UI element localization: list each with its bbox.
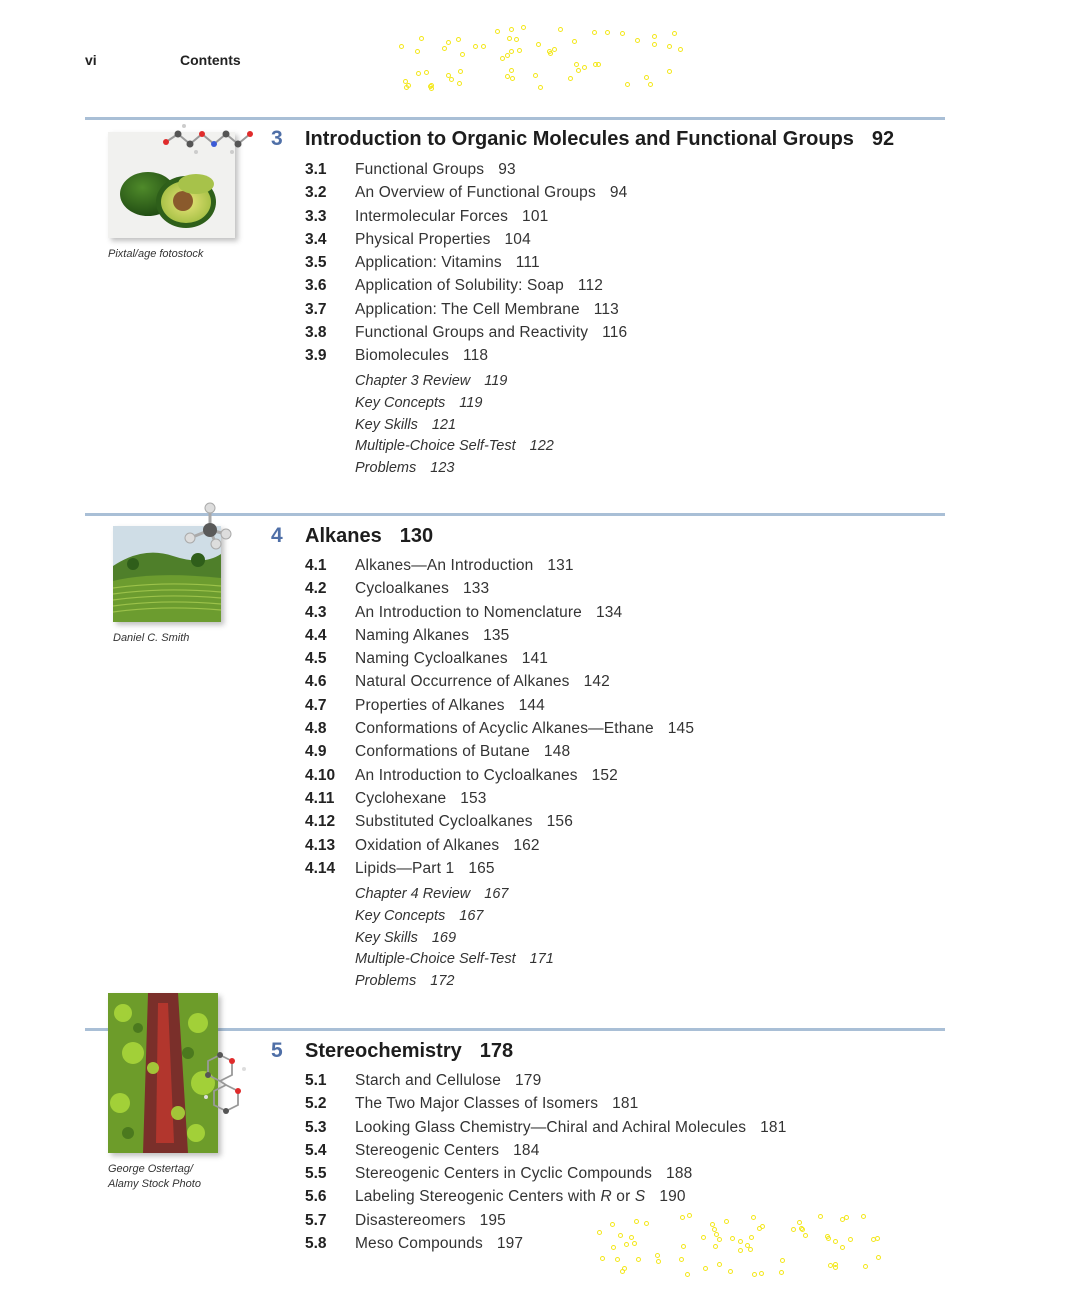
- review-title: Key Skills: [355, 929, 418, 946]
- section-number: 5.6: [305, 1188, 327, 1206]
- section-title-italic: S: [634, 1188, 646, 1206]
- section-page: 188: [666, 1165, 693, 1183]
- dot: [844, 1215, 849, 1220]
- molecule-model-icon: [160, 120, 260, 160]
- section-page: 104: [504, 230, 531, 248]
- section-title: [355, 790, 487, 808]
- section-title-text: Cycloalkanes: [355, 580, 449, 598]
- dot: [618, 1233, 623, 1238]
- dot: [681, 1244, 686, 1249]
- section-page: 116: [602, 324, 628, 342]
- section-title-text: Functional Groups and Reactivity: [355, 324, 589, 342]
- review-entry[interactable]: [355, 438, 554, 460]
- dot: [473, 44, 478, 49]
- chapter-number: 4: [271, 524, 283, 547]
- dot: [712, 1227, 717, 1232]
- dot: [701, 1235, 706, 1240]
- section-title: [355, 324, 627, 342]
- dot: [833, 1265, 838, 1270]
- section-title-text: Functional Groups: [355, 161, 485, 178]
- section-page: 181: [612, 1095, 639, 1113]
- section-title: [355, 580, 489, 598]
- dot: [510, 76, 515, 81]
- section-title: [355, 254, 540, 272]
- dot: [748, 1247, 753, 1252]
- dot: [592, 30, 597, 35]
- dot: [558, 27, 563, 32]
- section-title: [355, 1212, 506, 1230]
- review-title: Problems: [355, 460, 417, 477]
- review-page: 119: [459, 394, 483, 411]
- dot: [738, 1248, 743, 1253]
- section-page: 165: [468, 859, 495, 877]
- dot: [780, 1258, 785, 1263]
- review-entry[interactable]: [355, 886, 554, 908]
- section-page: 94: [609, 184, 628, 202]
- section-number: 4.12: [305, 813, 336, 831]
- section-number: 4.10: [305, 766, 336, 784]
- dot: [416, 71, 421, 76]
- dot: [752, 1272, 757, 1277]
- review-entry[interactable]: [355, 460, 554, 482]
- dot: [685, 1272, 690, 1277]
- dot: [399, 44, 404, 49]
- section-number: 4.8: [305, 720, 327, 738]
- section-page: 141: [521, 650, 549, 668]
- review-page: 119: [484, 373, 508, 389]
- section-title-text: Stereogenic Centers in Cyclic Compounds: [355, 1165, 653, 1183]
- section-number: 4.4: [305, 626, 327, 644]
- section-title: [355, 184, 627, 202]
- section-title: [355, 1142, 539, 1160]
- chapter-title[interactable]: [305, 525, 433, 548]
- dot: [644, 1221, 649, 1226]
- section-number: 3.3: [305, 207, 327, 225]
- chapter-page: 130: [399, 525, 434, 547]
- review-title: Multiple-Choice Self-Test: [355, 438, 516, 455]
- dot: [876, 1255, 881, 1260]
- section-number: 4.2: [305, 580, 327, 598]
- section-title: [355, 347, 488, 365]
- review-title: Chapter 4 Review: [355, 886, 471, 902]
- review-page: 169: [431, 929, 457, 946]
- review-title: Key Skills: [355, 416, 418, 433]
- section-title: [355, 277, 603, 295]
- section-page: 190: [659, 1188, 686, 1206]
- section-number: 5.1: [305, 1072, 327, 1089]
- section-title-text: The Two Major Classes of Isomers: [355, 1095, 599, 1113]
- section-number: 3.2: [305, 184, 327, 202]
- dot: [667, 44, 672, 49]
- dot: [456, 37, 461, 42]
- section-title: [355, 720, 694, 738]
- dot: [875, 1236, 880, 1241]
- dot: [730, 1236, 735, 1241]
- section-title-text: Meso Compounds: [355, 1235, 483, 1253]
- dot: [648, 82, 653, 87]
- dot: [446, 40, 451, 45]
- dot: [703, 1266, 708, 1271]
- section-number: 4.1: [305, 557, 327, 574]
- section-page: 153: [460, 789, 487, 807]
- dot: [629, 1235, 634, 1240]
- section-page: 162: [513, 836, 540, 854]
- section-number: 4.14: [305, 859, 336, 877]
- dot: [632, 1241, 637, 1246]
- section-title: [355, 557, 574, 575]
- section-title-text: Disastereomers: [355, 1211, 466, 1229]
- dot: [863, 1264, 868, 1269]
- dot: [672, 31, 677, 36]
- chapter-title-text: Introduction to Organic Molecules and Functional Groups: [305, 128, 854, 150]
- dot: [517, 48, 522, 53]
- section-number: 5.3: [305, 1118, 327, 1136]
- dot: [759, 1271, 764, 1276]
- section-title-text: Naming Alkanes: [355, 626, 470, 644]
- section-title-text: Oxidation of Alkanes: [355, 836, 500, 854]
- photo-credit: [108, 1162, 201, 1192]
- section-page: 101: [522, 207, 549, 225]
- section-page: 144: [518, 696, 545, 714]
- dot: [582, 65, 587, 70]
- section-title-text: Substituted Cycloalkanes: [355, 813, 533, 831]
- dot: [538, 85, 543, 90]
- dot: [620, 31, 625, 36]
- review-page: 122: [529, 438, 554, 455]
- dot: [424, 70, 429, 75]
- section-number: 5.2: [305, 1095, 327, 1113]
- section-title-text: Properties of Alkanes: [355, 696, 505, 714]
- review-page: 123: [430, 460, 455, 477]
- section-number: 4.7: [305, 696, 327, 714]
- section-title: [355, 1235, 523, 1253]
- dot-pattern-top: [395, 25, 685, 93]
- section-number: 3.6: [305, 277, 327, 295]
- section-title: [355, 1165, 692, 1183]
- review-entry[interactable]: [355, 930, 554, 952]
- chapter-title[interactable]: [305, 128, 894, 151]
- dot: [635, 38, 640, 43]
- section-page: 133: [462, 580, 490, 598]
- dot: [552, 47, 557, 52]
- section-number: 4.13: [305, 836, 336, 854]
- dot: [625, 82, 630, 87]
- review-entry[interactable]: [355, 395, 554, 417]
- dot: [415, 49, 420, 54]
- section-title-text: An Overview of Functional Groups: [355, 184, 596, 202]
- dot: [797, 1220, 802, 1225]
- dot: [460, 52, 465, 57]
- section-title: [355, 743, 570, 761]
- dot: [655, 1253, 660, 1258]
- section-title-part: Labeling Stereogenic Centers with: [355, 1188, 601, 1206]
- review-list: [355, 373, 554, 482]
- review-list: [355, 886, 554, 995]
- review-page: 121: [431, 416, 457, 433]
- dot: [574, 62, 579, 67]
- stereo-molecule-icon: [200, 1045, 252, 1120]
- dot: [636, 1257, 641, 1262]
- section-title: [355, 1072, 541, 1090]
- photo-credit-line: Alamy Stock Photo: [108, 1178, 201, 1190]
- review-page: 167: [484, 886, 509, 902]
- section-title-text: Naming Cycloalkanes: [355, 650, 508, 668]
- section-page: 93: [498, 161, 516, 178]
- review-page: 167: [459, 907, 484, 924]
- section-number: 4.6: [305, 673, 327, 691]
- section-title-text: Starch and Cellulose: [355, 1072, 502, 1089]
- section-page: 113: [593, 300, 619, 318]
- dot: [576, 68, 581, 73]
- dot: [428, 84, 433, 89]
- dot: [624, 1242, 629, 1247]
- section-number: 3.9: [305, 347, 327, 365]
- dot: [717, 1262, 722, 1267]
- section-title-part: or: [611, 1188, 635, 1206]
- section-page: 142: [583, 673, 610, 691]
- section-title-text: Looking Glass Chemistry—Chiral and Achiral Molecules: [355, 1118, 747, 1136]
- section-number: 4.9: [305, 743, 327, 761]
- review-title: Multiple-Choice Self-Test: [355, 951, 516, 968]
- section-page: 131: [547, 557, 574, 574]
- dot: [505, 53, 510, 58]
- dot-pattern-bottom: [595, 1212, 885, 1278]
- section-page: 184: [513, 1141, 540, 1159]
- dot: [597, 1230, 602, 1235]
- section-title: [355, 161, 516, 179]
- review-title: Key Concepts: [355, 394, 446, 411]
- section-title-text: Biomolecules: [355, 347, 449, 365]
- chapter-page: 178: [479, 1040, 514, 1062]
- photo-credit-line: George Ostertag/: [108, 1163, 193, 1175]
- review-page: 171: [529, 951, 554, 968]
- section-number: 3.1: [305, 161, 327, 178]
- dot: [548, 51, 553, 56]
- section-title: [355, 837, 540, 855]
- section-page: 118: [462, 347, 489, 365]
- dot: [799, 1226, 804, 1231]
- dot: [419, 36, 424, 41]
- dot: [644, 75, 649, 80]
- dot: [717, 1237, 722, 1242]
- section-title-text: Intermolecular Forces: [355, 207, 509, 225]
- dot: [728, 1269, 733, 1274]
- dot: [751, 1215, 756, 1220]
- dot: [791, 1227, 796, 1232]
- chapter-page: 92: [871, 128, 895, 150]
- section-title: [355, 650, 548, 668]
- review-entry[interactable]: [355, 973, 554, 995]
- review-title: Problems: [355, 973, 417, 990]
- dot: [652, 34, 657, 39]
- dot: [509, 49, 514, 54]
- review-entry[interactable]: [355, 951, 554, 973]
- section-title-text: Physical Properties: [355, 230, 491, 248]
- dot: [840, 1245, 845, 1250]
- review-entry[interactable]: [355, 373, 554, 395]
- chapter-title[interactable]: [305, 1040, 513, 1063]
- dot: [714, 1232, 719, 1237]
- section-title: [355, 301, 619, 319]
- section-title-text: Conformations of Butane: [355, 743, 530, 761]
- section-title-text: Stereogenic Centers: [355, 1141, 500, 1159]
- review-page: 172: [430, 973, 455, 990]
- dot: [622, 1266, 627, 1271]
- dot: [600, 1256, 605, 1261]
- chapter-number: 3: [271, 127, 283, 150]
- dot: [656, 1259, 661, 1264]
- section-title: [355, 1095, 638, 1113]
- section-title: [355, 767, 618, 785]
- section-title: [355, 673, 610, 691]
- dot: [481, 44, 486, 49]
- methane-model-icon: [182, 502, 234, 552]
- dot: [818, 1214, 823, 1219]
- section-page: 148: [543, 743, 571, 761]
- section-page: 181: [760, 1118, 787, 1136]
- dot: [611, 1245, 616, 1250]
- section-title-text: An Introduction to Cycloalkanes: [355, 766, 578, 784]
- section-title-text: Application: Vitamins: [355, 254, 502, 272]
- section-page: 112: [577, 277, 604, 295]
- section-title: [355, 697, 545, 715]
- dot: [500, 56, 505, 61]
- dot: [861, 1214, 866, 1219]
- dot: [457, 81, 462, 86]
- section-title: [355, 231, 531, 249]
- section-title-text: An Introduction to Nomenclature: [355, 603, 582, 621]
- section-number: 3.8: [305, 324, 327, 342]
- section-page: 145: [667, 720, 695, 738]
- dot: [738, 1239, 743, 1244]
- section-number: 5.7: [305, 1211, 327, 1229]
- dot: [446, 73, 451, 78]
- dot: [458, 69, 463, 74]
- section-title-text: Application: The Cell Membrane: [355, 300, 580, 318]
- section-number: 3.5: [305, 254, 327, 272]
- section-title: [355, 813, 573, 831]
- section-title: [355, 604, 622, 622]
- dot: [713, 1244, 718, 1249]
- dot: [848, 1237, 853, 1242]
- dot: [678, 47, 683, 52]
- section-title: [355, 1188, 686, 1206]
- dot: [509, 27, 514, 32]
- section-title: [355, 627, 509, 645]
- dot: [825, 1234, 830, 1239]
- dot: [605, 30, 610, 35]
- chapter-number: 5: [271, 1039, 283, 1062]
- dot: [634, 1219, 639, 1224]
- dot: [536, 42, 541, 47]
- dot: [404, 85, 409, 90]
- dot: [568, 76, 573, 81]
- section-page: 179: [515, 1072, 542, 1089]
- dot: [749, 1235, 754, 1240]
- dot: [449, 77, 454, 82]
- dot: [442, 46, 447, 51]
- dot: [679, 1257, 684, 1262]
- section-number: 4.3: [305, 603, 327, 621]
- section-number: 5.8: [305, 1235, 327, 1253]
- section-title-text: Conformations of Acyclic Alkanes—Ethane: [355, 720, 654, 738]
- dot: [593, 62, 598, 67]
- chapter-title-text: Alkanes: [305, 525, 382, 547]
- section-number: 3.4: [305, 230, 327, 248]
- section-title-text: Application of Solubility: Soap: [355, 277, 564, 295]
- section-page: 156: [546, 813, 573, 831]
- dot: [687, 1213, 692, 1218]
- dot: [803, 1233, 808, 1238]
- section-page: 195: [479, 1211, 506, 1229]
- section-page: 134: [595, 603, 623, 621]
- dot: [509, 68, 514, 73]
- section-title-text: Alkanes—An Introduction: [355, 557, 534, 574]
- section-title-text: Lipids—Part 1: [355, 859, 455, 877]
- photo-credit: Pixtal/age fotostock: [108, 248, 204, 260]
- review-entry[interactable]: [355, 908, 554, 930]
- dot: [514, 37, 519, 42]
- dot: [667, 69, 672, 74]
- section-number: 4.5: [305, 650, 327, 668]
- dot: [615, 1257, 620, 1262]
- section-title-text: Cyclohexane: [355, 789, 447, 807]
- section-title: [355, 1119, 786, 1137]
- photo-credit: Daniel C. Smith: [113, 632, 190, 644]
- dot: [680, 1215, 685, 1220]
- dot: [652, 42, 657, 47]
- running-title: Contents: [180, 52, 241, 68]
- dot: [833, 1239, 838, 1244]
- section-title: [355, 208, 548, 226]
- section-page: 152: [591, 766, 618, 784]
- page-number: vi: [85, 52, 97, 68]
- section-number: 5.5: [305, 1165, 327, 1183]
- section-title: [355, 860, 495, 878]
- section-number: 5.4: [305, 1141, 327, 1159]
- chapter-title-text: Stereochemistry: [305, 1040, 462, 1062]
- review-title: Chapter 3 Review: [355, 373, 471, 389]
- section-page: 135: [483, 626, 510, 644]
- dot: [507, 36, 512, 41]
- section-title-italic: R: [600, 1188, 612, 1206]
- dot: [724, 1219, 729, 1224]
- section-title-text: Natural Occurrence of Alkanes: [355, 673, 570, 691]
- section-page: 197: [496, 1235, 524, 1253]
- dot: [610, 1222, 615, 1227]
- dot: [760, 1224, 765, 1229]
- section-number: 4.11: [305, 789, 335, 807]
- dot: [779, 1270, 784, 1275]
- dot: [533, 73, 538, 78]
- section-number: 3.7: [305, 300, 327, 318]
- review-title: Key Concepts: [355, 907, 446, 924]
- review-entry[interactable]: [355, 417, 554, 439]
- dot: [745, 1243, 750, 1248]
- dot: [572, 39, 577, 44]
- dot: [495, 29, 500, 34]
- section-page: 111: [515, 254, 540, 272]
- dot: [521, 25, 526, 30]
